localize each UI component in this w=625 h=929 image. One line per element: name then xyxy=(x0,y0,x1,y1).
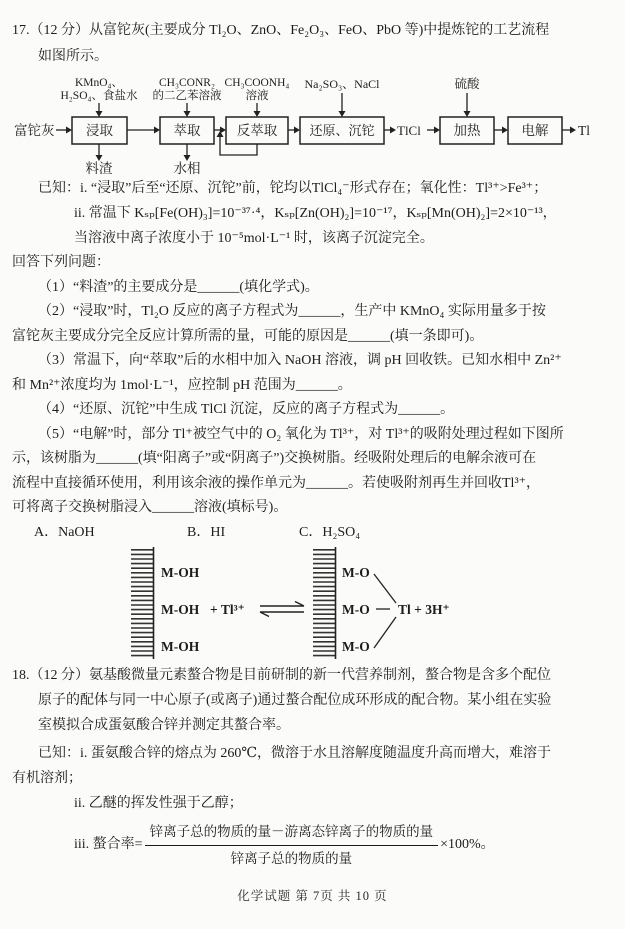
q17-known-ii-line2: 当溶液中离子浓度小于 10⁻⁵mol·L⁻¹ 时，该离子沉淀完全。 xyxy=(74,231,434,246)
flow-output-lines xyxy=(99,144,187,156)
flow-aqueous-label: 水相 xyxy=(173,161,201,176)
flow-box-heat: 加热 xyxy=(453,123,481,138)
q17-option-c: C．H₂SO₄ xyxy=(299,524,361,540)
flow-box-electrolysis: 电解 xyxy=(521,123,549,138)
flow-reagent-strip-line2: 溶液 xyxy=(245,90,269,102)
fraction-denominator: 锌离子总的物质的量 xyxy=(230,850,353,866)
q17-sub2-line2: 富铊灰主要成分完全反应计算所需的量，可能的原因是______(填一条即可)。 xyxy=(12,328,484,344)
flow-reagent-heat: 硫酸 xyxy=(454,77,480,91)
q17-known-i: 已知：i. “浸取”后至“还原、沉铊”前，铊均以TlCl₄⁻形式存在；氧化性：Tl³⁺>Fe³⁺； xyxy=(38,181,548,196)
q18-known-i-line1: 已知：i. 蛋氨酸合锌的熔点为 260℃，微溶于水且溶解度随温度升高而增大，难溶于 xyxy=(38,745,552,761)
q18-known-ii: ii. 乙醚的挥发性强于乙醇； xyxy=(74,795,243,811)
flow-reagent-extract-line1: CH₃CONR₂ xyxy=(159,77,215,89)
flow-reagent-reduce: Na₂SO₃、NaCl xyxy=(304,77,380,91)
q17-sub5-line3: 流程中直接循环使用，利用该余液的操作单元为______。若使吸附剂再生并回收Tl³⁺， xyxy=(12,475,541,491)
q17-sub5-line1: （5）“电解”时，部分 Tl⁺被空气中的 O₂ 氧化为 Tl³⁺，对 Tl³⁺的吸附处理过程如下图所 xyxy=(38,426,564,442)
q17-sub2-line1: （2）“浸取”时，Tl₂O 反应的离子方程式为______，生产中 KMnO₄ 实际用量多于按 xyxy=(38,304,546,319)
q18-intro-line2: 原子的配体与同一中心原子(或离子)通过螯合配位成环形成的配合物。某小组在实验 xyxy=(38,692,552,708)
flow-waste-label: 料渣 xyxy=(85,161,113,176)
flow-reagent-leach-line2: H₂SO₄、食盐水 xyxy=(60,90,138,102)
q17-intro-line2: 如图所示。 xyxy=(38,49,108,64)
resin-site-o-1: M-O xyxy=(342,564,370,580)
resin-site-oh-1: M-OH xyxy=(161,564,200,580)
resin-site-o-3: M-O xyxy=(342,638,370,654)
q17-answer-prompt: 回答下列问题： xyxy=(12,255,110,270)
resin-site-o-2: M-O xyxy=(342,601,370,617)
flow-input-label: 富铊灰 xyxy=(14,123,55,138)
q18-intro-line1: 18.（12 分）氨基酸微量元素螯合物是目前研制的新一代营养制剂，螯合物是含多个配位 xyxy=(12,667,551,683)
flow-product-label: Tl xyxy=(578,123,590,138)
resin-site-oh-2: M-OH xyxy=(161,601,200,617)
q17-sub1: （1）“料渣”的主要成分是______(填化学式)。 xyxy=(38,279,319,295)
q17-option-row xyxy=(12,521,617,545)
q17-sub5-line2: 示，该树脂为______(填“阳离子”或“阴离子”)交换树脂。经吸附处理后的电解余液可在 xyxy=(12,451,537,466)
flow-reagent-leach-line1: KMnO₄、 xyxy=(74,77,124,89)
chelation-rate-fraction xyxy=(145,820,439,870)
resin-site-oh-3: M-OH xyxy=(161,638,200,654)
q17-sub3-line1: （3）常温下，向“萃取”后的水相中加入 NaOH 溶液，调 pH 回收铁。已知水相中 Zn²⁺ xyxy=(38,353,562,368)
q17-known-ii-line1: ii. 常温下 Kₛₚ[Fe(OH)₃]=10⁻³⁷·⁴，Kₛₚ[Zn(OH)₂]=10⁻¹⁷，Kₛₚ[Mn(OH)₂]=2×10⁻¹³， xyxy=(74,206,557,221)
q17-sub3-line2: 和 Mn²⁺浓度均为 1mol·L⁻¹，应控制 pH 范围为______。 xyxy=(12,377,352,393)
resin-exchange-diagram xyxy=(128,547,458,659)
flow-box-strip: 反萃取 xyxy=(236,123,278,138)
q18-known-iii-suffix: ×100%。 xyxy=(440,836,495,852)
process-flow-diagram xyxy=(12,72,617,176)
q17-sub4: （4）“还原、沉铊”中生成 TlCl 沉淀，反应的离子方程式为______。 xyxy=(38,402,455,417)
q18-intro-line3: 室模拟合成蛋氨酸合锌并测定其螯合率。 xyxy=(38,717,290,733)
flow-intermediate-label: TlCl xyxy=(397,123,421,138)
q17-option-a: A．NaOH xyxy=(34,524,95,540)
q17-option-b: B．HI xyxy=(187,524,226,540)
q18-known-iii xyxy=(12,820,617,870)
resin-product: Tl + 3H⁺ xyxy=(398,601,450,617)
flow-box-extract: 萃取 xyxy=(173,123,201,138)
equilibrium-arrows-icon xyxy=(260,601,304,616)
q17-intro-line1: 17.（12 分）从富铊灰(主要成分 Tl₂O、ZnO、Fe₂O₃、FeO、PbO 等)中提炼铊的工艺流程 xyxy=(12,23,550,38)
q18-known-i-line2: 有机溶剂； xyxy=(12,770,82,786)
flow-box-leach: 浸取 xyxy=(86,123,113,138)
page-footer: 化学试题 第 7页 共 10 页 xyxy=(237,889,388,903)
q17-sub5-line4: 可将离子交换树脂浸入______溶液(填标号)。 xyxy=(12,500,288,515)
fraction-numerator: 锌离子总的物质的量－游离态锌离子的物质的量 xyxy=(145,820,439,846)
flow-reagent-arrowheads xyxy=(96,111,471,117)
resin-bond-lines xyxy=(374,574,396,648)
flow-reagent-extract-line2: 的二乙苯溶液 xyxy=(152,90,222,102)
flow-box-reduce: 还原、沉铊 xyxy=(309,123,375,138)
resin-plus-tl-ion: + Tl³⁺ xyxy=(210,601,245,617)
flow-reagent-strip-line1: CH₃COONH₄ xyxy=(224,77,290,89)
q18-known-iii-prefix: iii. 螯合率= xyxy=(74,836,143,852)
